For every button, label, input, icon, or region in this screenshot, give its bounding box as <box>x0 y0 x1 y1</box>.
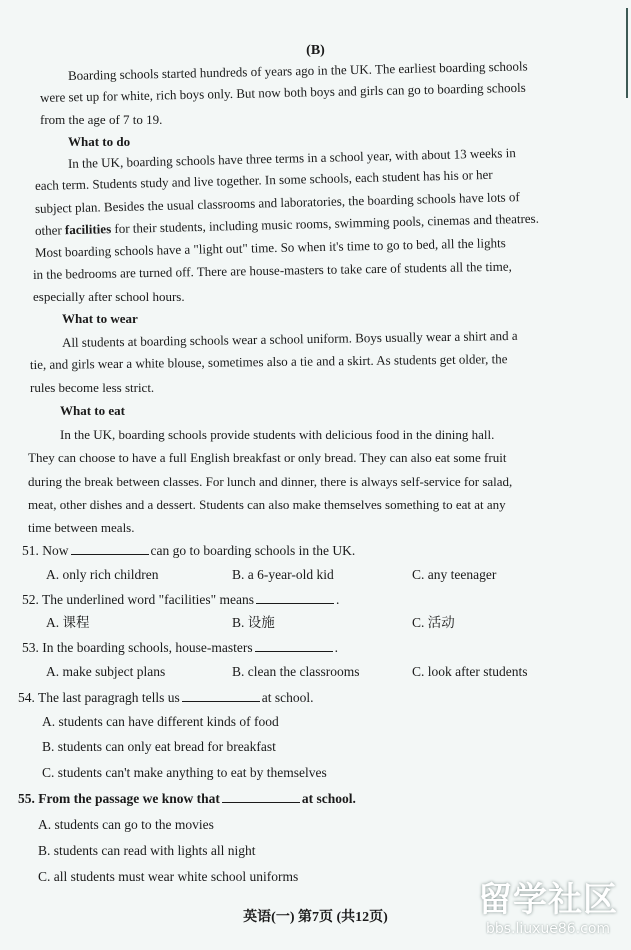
passage-line: especially after school hours. <box>33 289 185 304</box>
option-53-b: B. clean the classrooms <box>232 664 360 679</box>
section-title: (B) <box>306 43 325 58</box>
option-54-c: C. students can't make anything to eat by themselves <box>42 765 327 780</box>
question-55 <box>18 791 356 807</box>
question-51 <box>22 543 355 559</box>
passage-line: other facilities for their students, including music rooms, swimming pools, cinemas and theatres. <box>34 210 540 238</box>
option-54-a: A. students can have different kinds of food <box>42 714 279 729</box>
option-55-c: C. all students must wear white school uniforms <box>38 869 299 884</box>
question-stem-end: at school. <box>301 791 356 806</box>
passage-line: time between meals. <box>28 520 135 535</box>
option-53-a: A. make subject plans <box>46 664 166 679</box>
passage-line: tie, and girls wear a white blouse, sometimes also a tie and a skirt. As students get older, the <box>29 351 508 372</box>
question-stem: 51. Now <box>22 543 69 558</box>
question-stem-end: . <box>334 640 338 655</box>
question-52 <box>22 592 339 608</box>
passage-line: All students at boarding schools wear a school uniform. Boys usually wear a shirt and a <box>61 327 518 350</box>
question-stem-end: can go to boarding schools in the UK. <box>150 543 356 558</box>
watermark-title: 留学社区 <box>478 880 618 920</box>
passage-line: In the UK, boarding schools provide students with delicious food in the dining hall. <box>60 427 495 442</box>
question-53 <box>22 640 338 656</box>
option-52-b: B. 设施 <box>232 615 275 630</box>
question-stem: 53. In the boarding schools, house-masters <box>22 640 253 655</box>
section-heading: What to do <box>68 134 131 149</box>
passage-line: Most boarding schools have a "light out" time. So when it's time to go to bed, all the lights <box>34 235 506 260</box>
question-stem: 52. The underlined word "facilities" means <box>22 592 254 607</box>
question-stem: 55. From the passage we know that <box>18 791 220 806</box>
passage-line: They can choose to have a full English breakfast or only bread. They can also eat some fruit <box>28 450 507 465</box>
watermark-url: bbs.liuxue86.com <box>485 921 611 937</box>
underlined-word: facilities <box>64 221 112 238</box>
question-stem-end: at school. <box>261 690 314 705</box>
passage-line: in the bedrooms are turned off. There are house-masters to take care of students all the time, <box>32 258 512 282</box>
page-footer: 英语(一) 第7页 (共12页) <box>243 910 388 925</box>
passage-line: rules become less strict. <box>30 380 155 395</box>
question-54 <box>18 690 313 706</box>
option-54-b: B. students can only eat bread for breakfast <box>42 739 276 754</box>
question-stem-end: . <box>335 592 340 607</box>
passage-line: In the UK, boarding schools have three terms in a school year, with about 13 weeks in <box>67 145 516 171</box>
answer-blank <box>182 690 260 702</box>
option-55-b: B. students can read with lights all night <box>38 843 256 858</box>
option-52-c: C. 活动 <box>412 615 455 630</box>
option-55-a: A. students can go to the movies <box>38 817 214 832</box>
option-51-b: B. a 6-year-old kid <box>232 567 334 582</box>
option-51-a: A. only rich children <box>46 567 159 582</box>
answer-blank <box>71 543 149 555</box>
section-heading: What to eat <box>60 403 125 418</box>
answer-blank <box>256 592 334 604</box>
section-heading: What to wear <box>62 311 138 326</box>
passage-line: during the break between classes. For lunch and dinner, there is always self-service for salad, <box>28 474 513 489</box>
passage-line: meat, other dishes and a dessert. Students can also make themselves something to eat at any <box>28 497 506 512</box>
option-52-a: A. 课程 <box>46 615 90 630</box>
passage-line: from the age of 7 to 19. <box>40 112 163 127</box>
passage-line: were set up for white, rich boys only. But now both boys and girls can go to boarding schools <box>39 79 526 105</box>
option-51-c: C. any teenager <box>412 567 497 582</box>
passage-line: Boarding schools started hundreds of years ago in the UK. The earliest boarding schools <box>67 58 528 83</box>
passage-line: each term. Students study and live together. In some schools, each student has his or her <box>34 166 493 193</box>
watermark-logo <box>473 880 623 948</box>
option-53-c: C. look after students <box>412 664 528 679</box>
passage-line: subject plan. Besides the usual classrooms and laboratories, the boarding schools have lots of <box>34 189 520 216</box>
question-stem: 54. The last paragragh tells us <box>18 690 180 705</box>
answer-blank <box>222 791 300 803</box>
answer-blank <box>255 640 333 652</box>
